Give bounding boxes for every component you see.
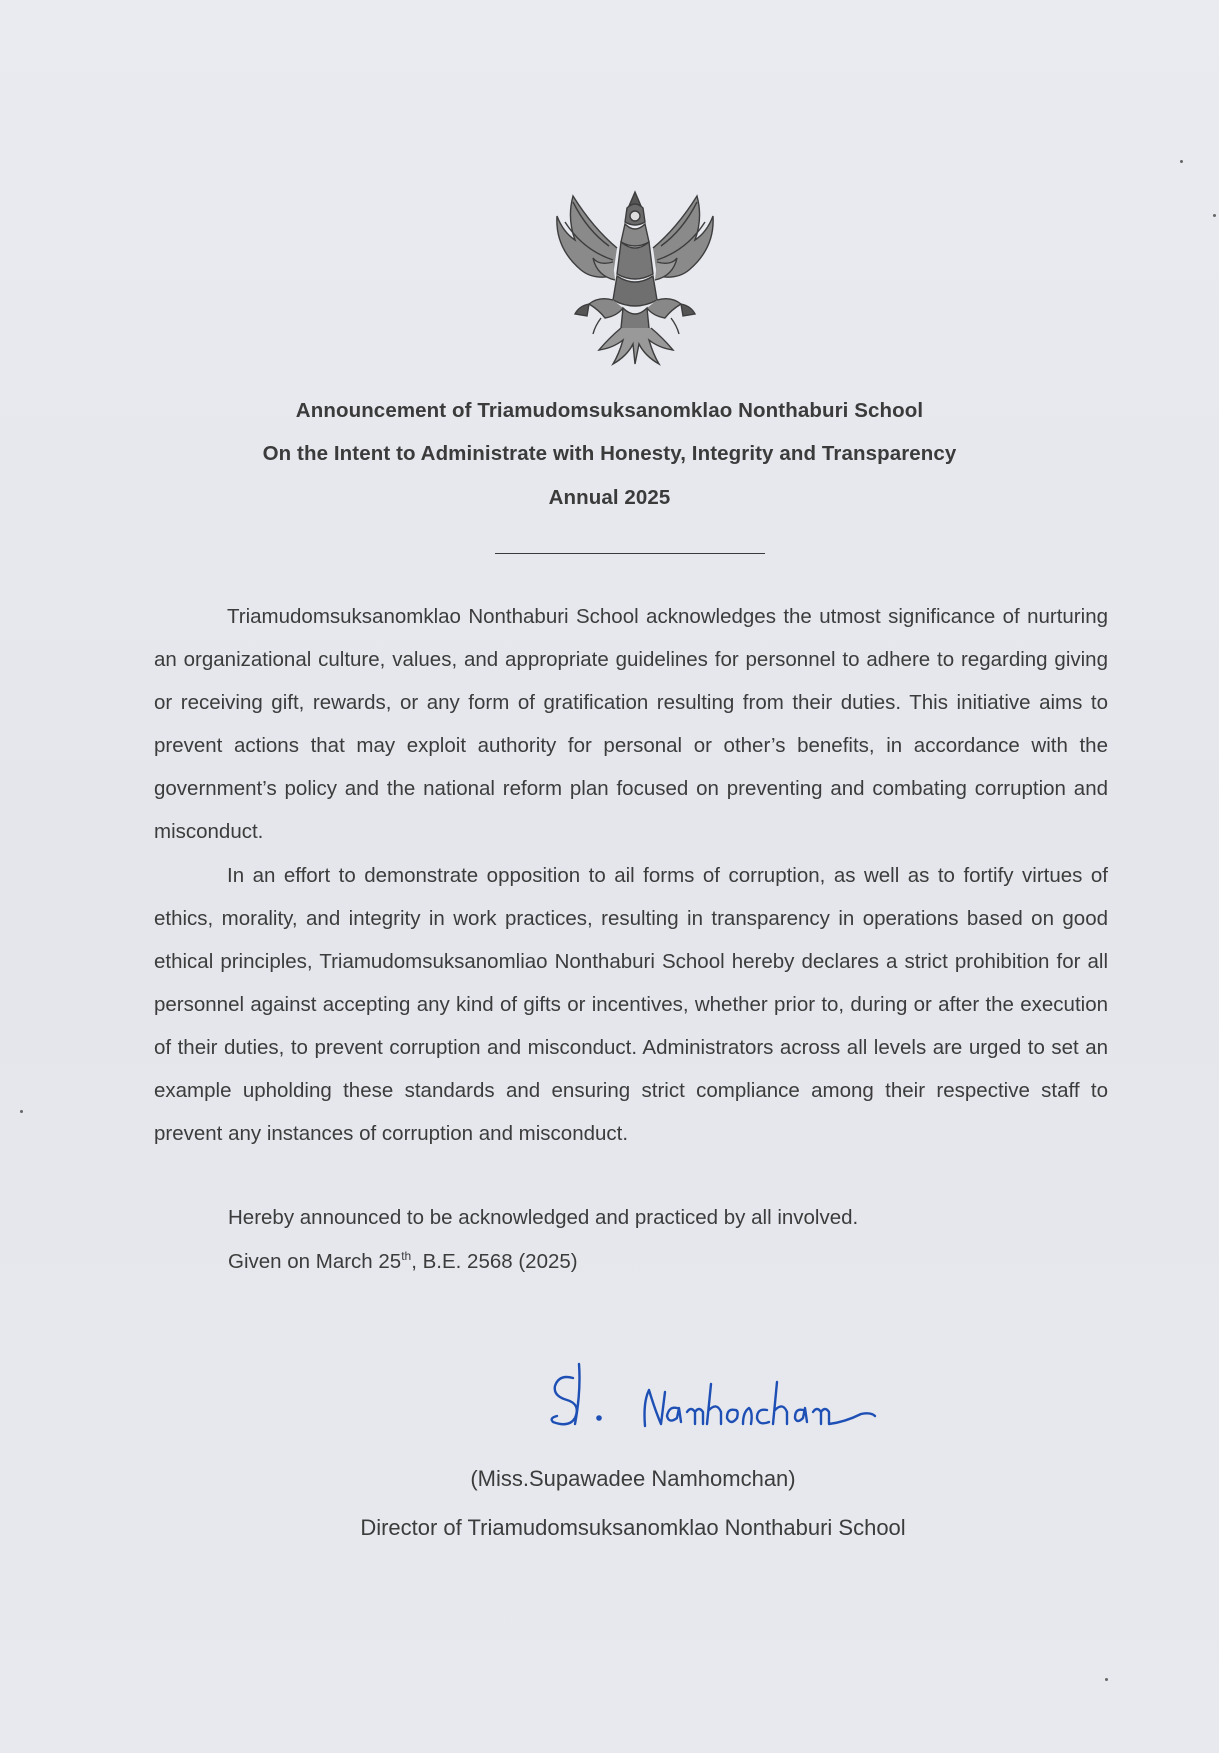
signatory-name: (Miss.Supawadee Namhomchan) — [470, 1466, 796, 1491]
body-paragraph-2: In an effort to demonstrate opposition to ail forms of corruption, as well as to fortify virtues of ethics, morality, and integrity in work practices, resulting in transparency in operations based on good ethical principles, Triamudomsuksanomliao Nonthaburi School hereby declares a strict prohibition for all personnel against accepting any kind of gifts or incentives, whether prior to, during or after the execution of their duties, to prevent corruption and misconduct. Administrators across all levels are urged to set an example upholding these standards and ensuring strict compliance among their respective staff to prevent any instances of corruption and misconduct. — [154, 864, 1108, 1145]
given-date — [228, 1249, 578, 1274]
closing-announcement: Hereby announced to be acknowledged and practiced by all involved. — [228, 1206, 859, 1229]
handwritten-signature — [545, 1362, 885, 1438]
body-paragraph-1: Triamudomsuksanomklao Nonthaburi School acknowledges the utmost significance of nurturing an organizational culture, values, and appropriate guidelines for personnel to adhere to regarding giving or receiving gift, rewards, or any form of gratification resulting from their duties. This initiative aims to prevent actions that may exploit authority for personal or other’s benefits, in accordance with the government’s policy and the national reform plan focused on preventing and combating corruption and misconduct. — [154, 605, 1108, 843]
paper-speck — [1105, 1678, 1108, 1681]
paper-speck — [1180, 160, 1183, 163]
announcement-year: Annual 2025 — [548, 486, 671, 509]
garuda-emblem-icon — [553, 188, 718, 370]
given-date-prefix: Given on March 25 — [228, 1249, 402, 1273]
given-date-ordinal: th — [401, 1249, 412, 1263]
signatory-title: Director of Triamudomsuksanomklao Nonthaburi School — [360, 1515, 906, 1540]
title-divider — [495, 553, 765, 554]
announcement-title: Announcement of Triamudomsuksanomklao Nonthaburi School — [295, 399, 924, 422]
paper-speck — [1213, 214, 1216, 217]
paper-speck — [20, 1110, 23, 1113]
given-date-rest: , B.E. 2568 (2025) — [411, 1249, 578, 1273]
announcement-subtitle: On the Intent to Administrate with Honesty, Integrity and Transparency — [262, 442, 957, 465]
